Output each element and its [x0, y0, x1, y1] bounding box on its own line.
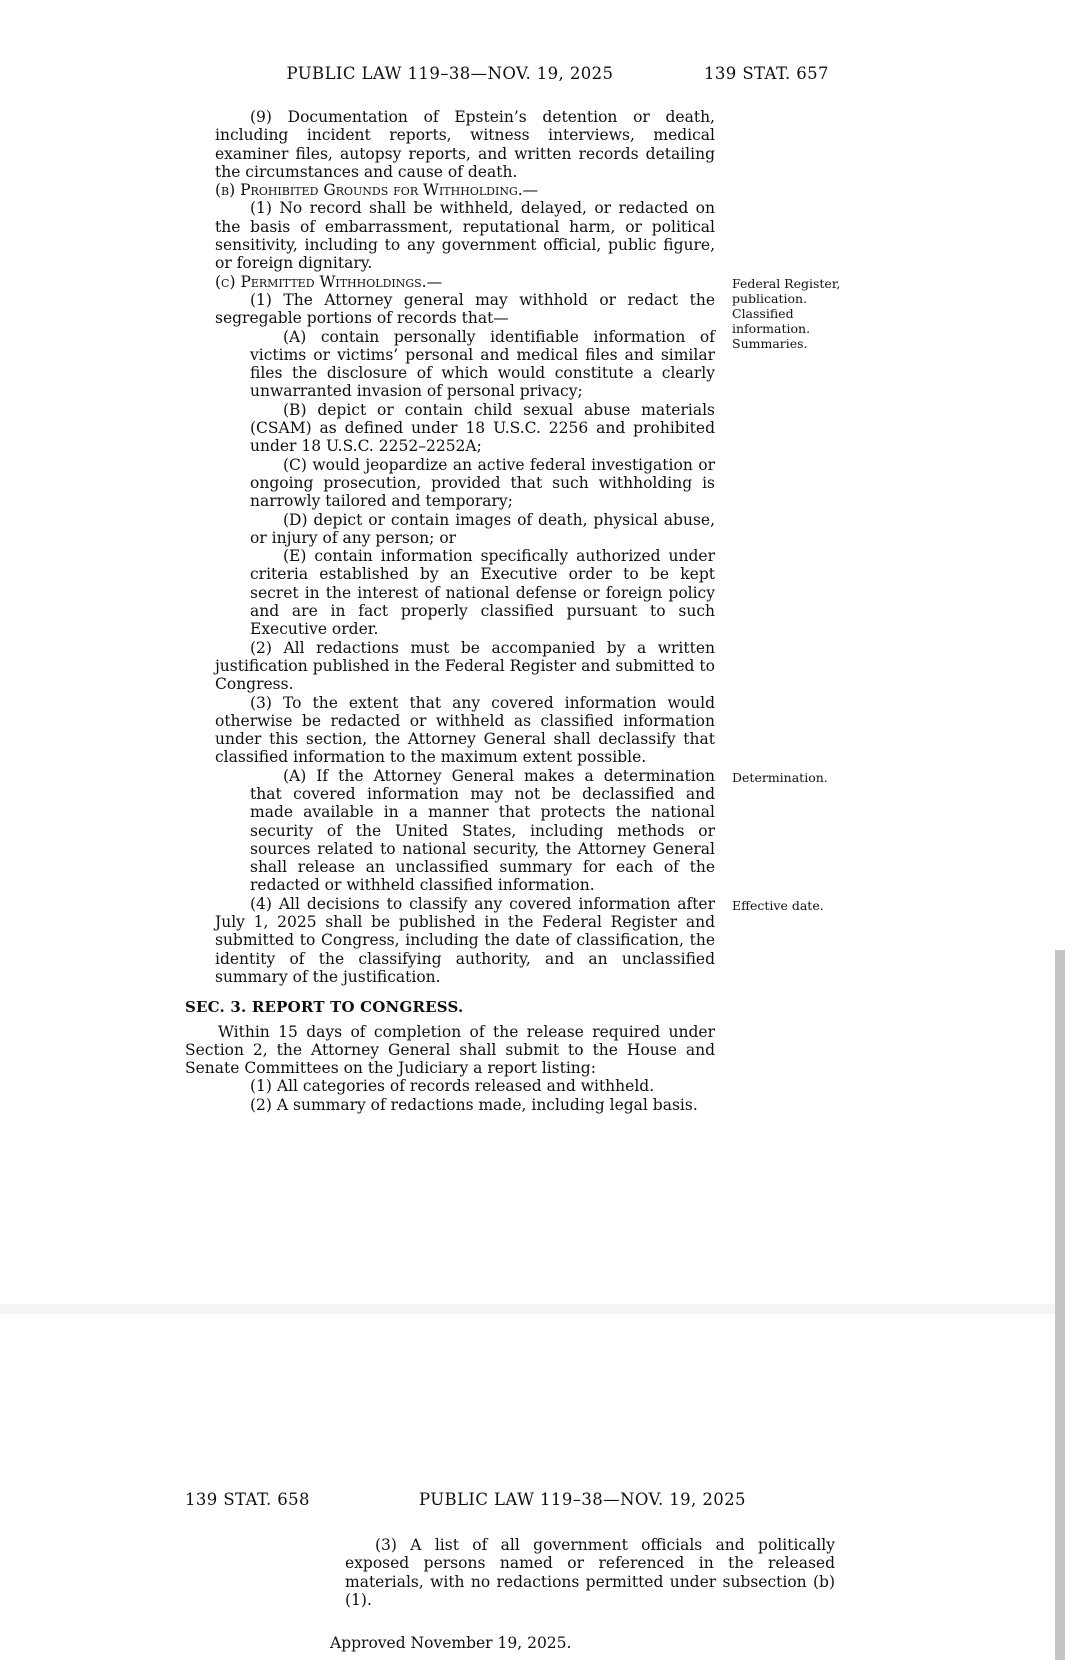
subsec-c-item-A: (A) contain personally identifiable information of victims or victims’ personal and medical files and similar files the disclosure of which would constitute a clearly unwarranted invasion of personal privacy; [250, 327, 715, 401]
clause-9: (9) Documentation of Epstein’s detention or death, including incident reports, witness interviews, medical examiner files, autopsy reports, and written records detailing the circumstances and cause of death. [215, 108, 715, 181]
subsec-c-clause-2: (2) All redactions must be accompanied by a written justification published in the Federal Register and submitted to Congress. [215, 638, 715, 694]
statute-page-658 [0, 1314, 1079, 1660]
margin-note-determination: Determination. [732, 769, 828, 785]
running-head-title: PUBLIC LAW 119–38—NOV. 19, 2025 [286, 64, 614, 83]
subsec-b-heading: (b) Prohibited Grounds for Withholding.— [215, 181, 539, 200]
vertical-scrollbar-thumb[interactable] [1055, 950, 1065, 1660]
subsec-b-clause-1: (1) No record shall be withheld, delayed, or redacted on the basis of embarrassment, reputational harm, or political sensitivity, including to any government official, public figure, or foreign dignitary. [215, 199, 715, 273]
clause-3-item-A-text: (A) If the Attorney General makes a determination that covered information may not be declassified and made available in a manner that protects the national security of the United States, including methods or sources related to national security, the Attorney General shall release an unclassified summary for each of the redacted or withheld classified information. [250, 766, 715, 895]
page-separator-band [0, 1304, 1055, 1314]
stat-page-number: 139 STAT. 658 [185, 1490, 310, 1509]
page-657-text-block [185, 64, 841, 1114]
statute-body [185, 108, 841, 1114]
subsec-c-item-B: (B) depict or contain child sexual abuse materials (CSAM) as defined under 18 U.S.C. 2256 and prohibited under 18 U.S.C. 2252–2252A; [250, 400, 715, 456]
subsec-c-clause-4-text: (4) All decisions to classify any covered information after July 1, 2025 shall be published in the Federal Register and submitted to Congress, including the date of classification, the identity of the classifying authority, and an unclassified summary of the justification. [215, 894, 715, 986]
section-3-heading: SEC. 3. REPORT TO CONGRESS. [185, 998, 464, 1017]
report-item-2: (2) A summary of redactions made, including legal basis. [250, 1095, 698, 1114]
report-item-3: (3) A list of all government officials and politically exposed persons named or referenced in the released materials, with no redactions permitted under subsection (b)(1). [345, 1536, 835, 1609]
subsec-c-item-D: (D) depict or contain images of death, physical abuse, or injury of any person; or [250, 510, 715, 547]
subsec-c-heading-text: (c) Permitted Withholdings.— [215, 272, 443, 291]
subsec-c-clause-4 [215, 894, 824, 986]
running-head-title: PUBLIC LAW 119–38—NOV. 19, 2025 [419, 1490, 746, 1509]
report-item-1: (1) All categories of records released and withheld. [250, 1077, 655, 1096]
subsec-c-item-E: (E) contain information specifically authorized under criteria established by an Executive order to be kept secret in the interest of national defense or foreign policy and are in fact properly classified pursuant to such Executive order. [250, 547, 715, 639]
page-658-text-block [185, 1490, 835, 1653]
approval-line: Approved November 19, 2025. [330, 1634, 572, 1653]
running-head-658 [185, 1490, 835, 1512]
margin-note-effective-date: Effective date. [732, 897, 824, 913]
subsec-c-clause-1: (1) The Attorney general may withhold or redact the segregable portions of records that— [215, 290, 715, 328]
subsec-c-clause-3: (3) To the extent that any covered information would otherwise be redacted or withheld as classified information under this section, the Attorney General shall declassify that classified information to the maximum extent possible. [215, 693, 715, 767]
stat-page-number: 139 STAT. 657 [704, 64, 829, 83]
clause-3-item-A [250, 766, 828, 895]
running-head-657 [185, 64, 829, 86]
section-3-intro: Within 15 days of completion of the release required under Section 2, the Attorney General shall submit to the House and Senate Committees on the Judiciary a report listing: [185, 1022, 715, 1078]
margin-note-federal-register: Federal Register, publication. Classified information. Summaries. [732, 275, 841, 352]
subsec-c-item-C: (C) would jeopardize an active federal investigation or ongoing prosecution, provided that such withholding is narrowly tailored and temporary; [250, 455, 715, 511]
